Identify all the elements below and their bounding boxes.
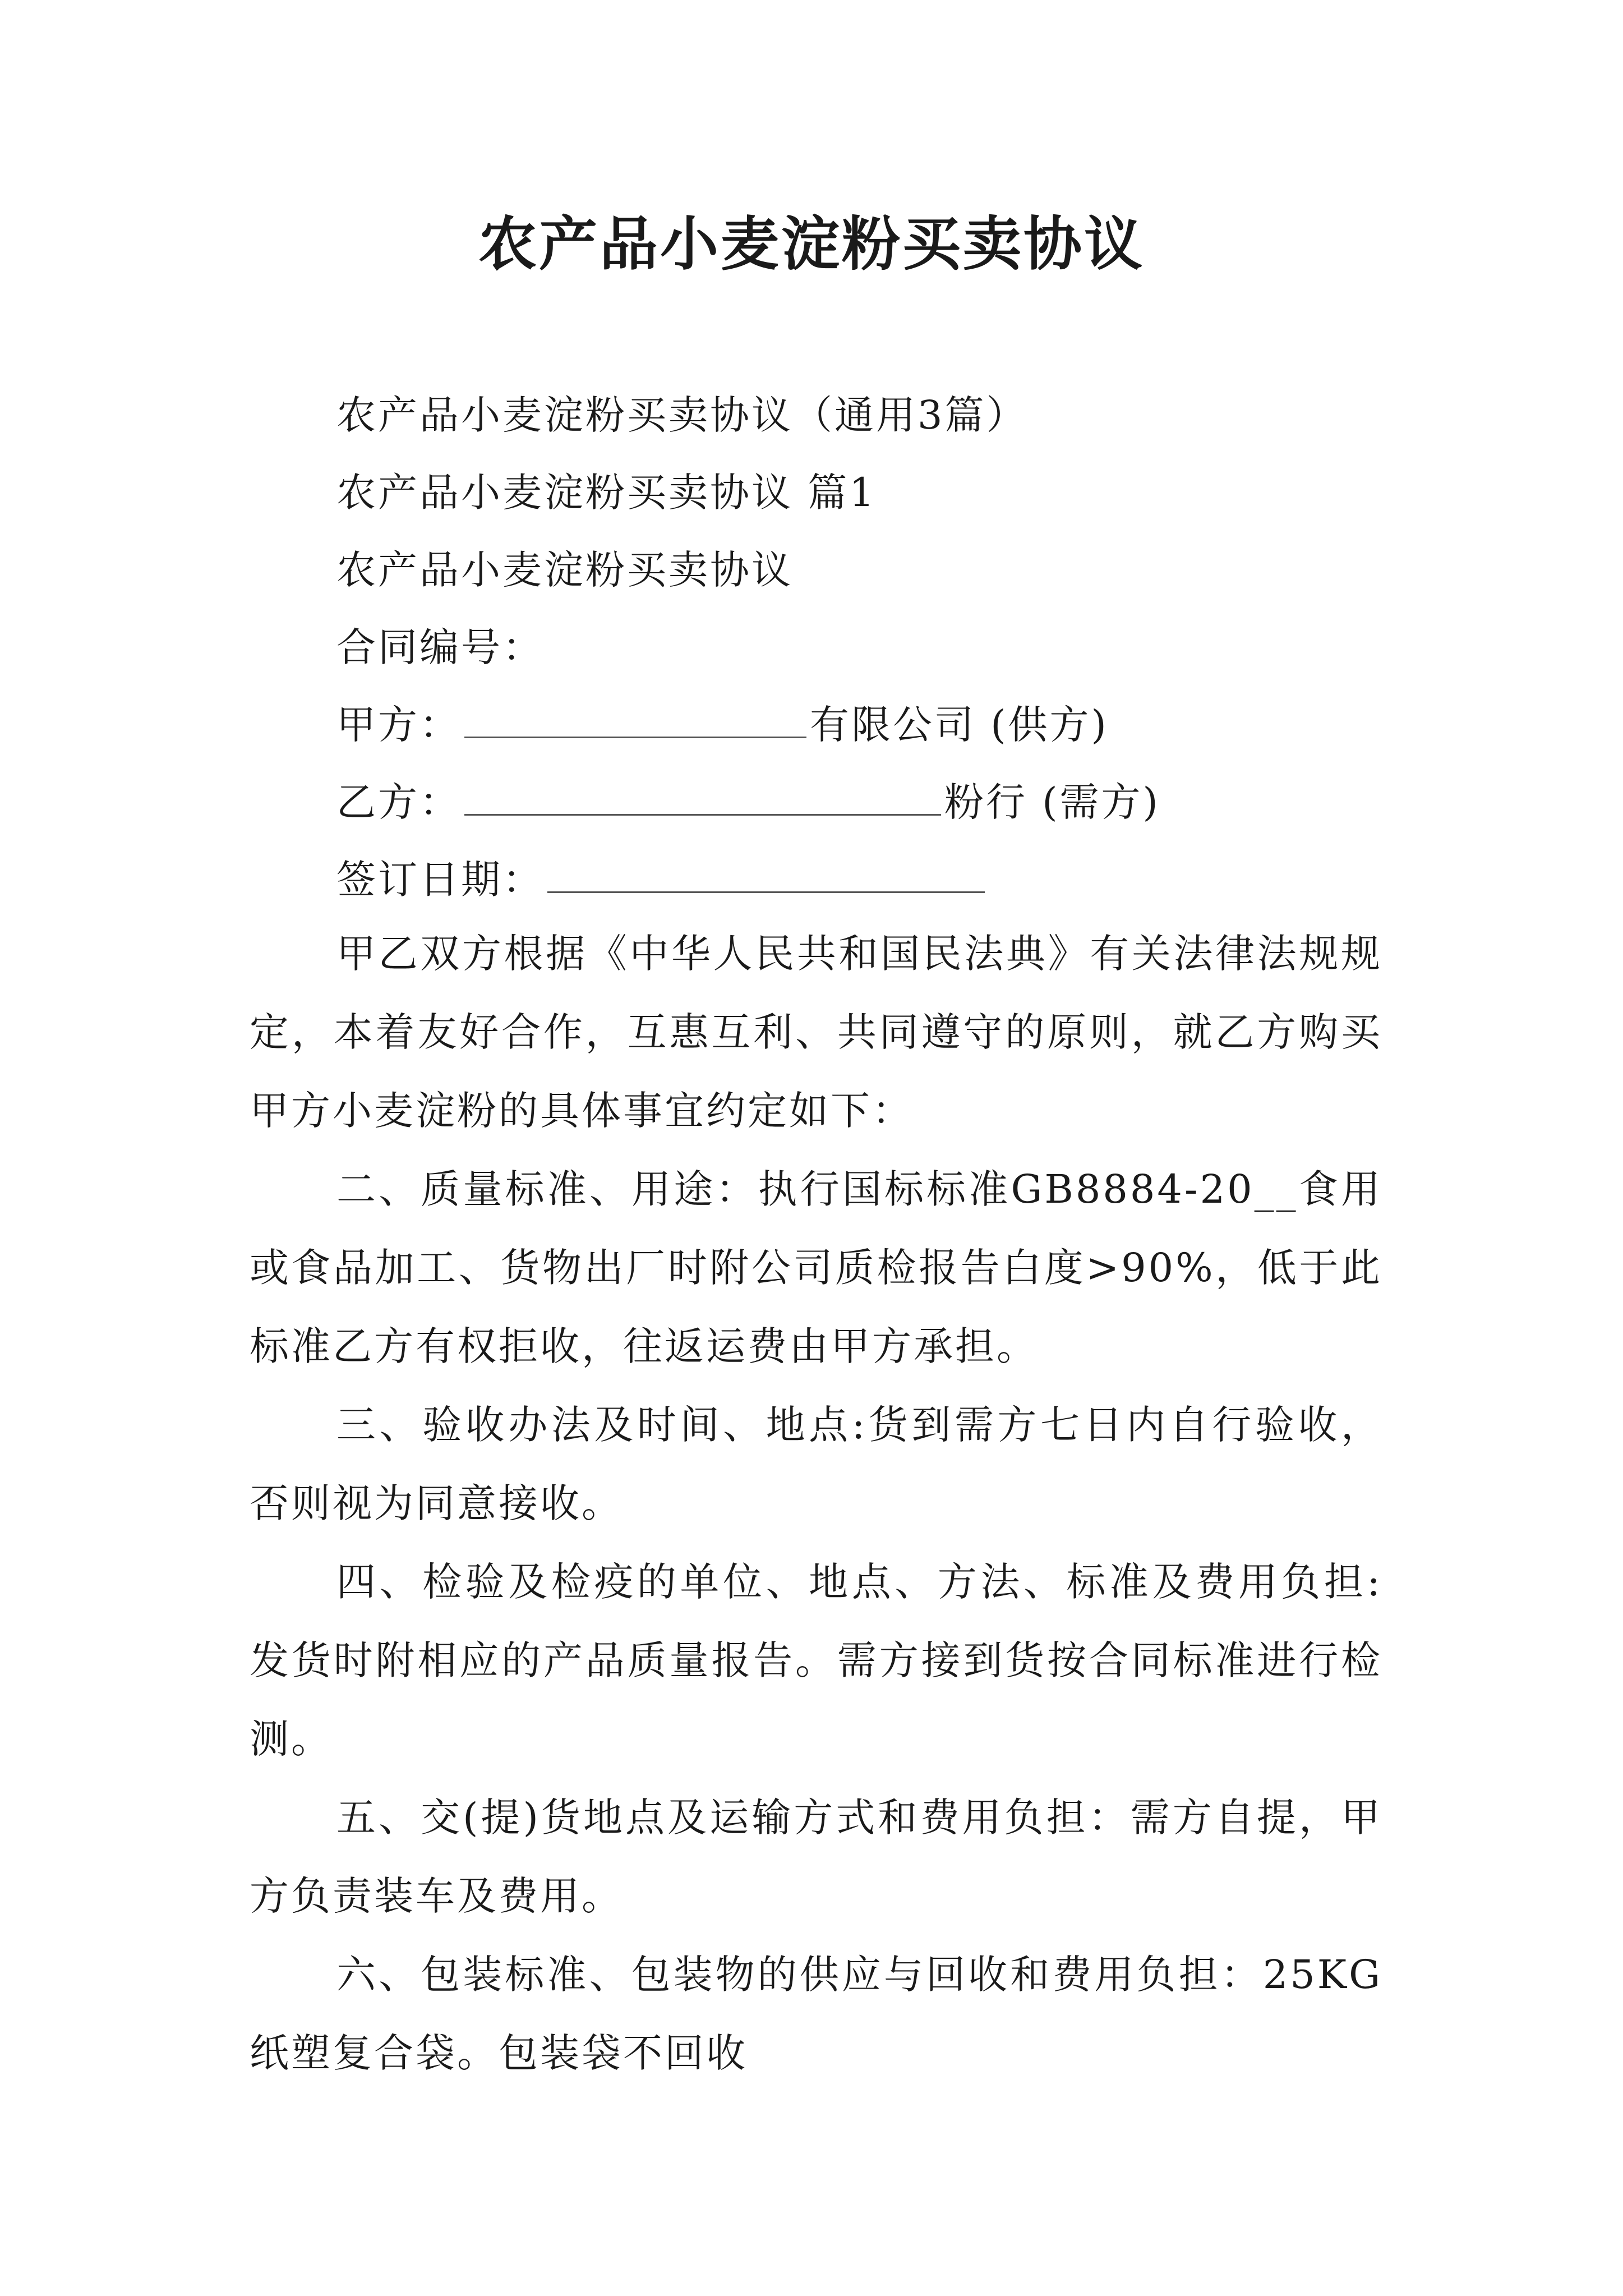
sign-date-label: 签订日期： [336, 857, 544, 903]
intro-paragraph: 甲乙双方根据《中华人民共和国民法典》有关法律法规规定，本着友好合作，互惠互利、共同遵守的原则，就乙方购买甲方小麦淀粉的具体事宜约定如下： [250, 931, 1382, 1134]
document-title: 农产品小麦淀粉买卖协议 [478, 210, 1145, 278]
party-b-label: 乙方： [336, 779, 461, 825]
sign-date-line [336, 852, 988, 908]
party-a-blank [464, 698, 806, 738]
party-b-line [336, 774, 1160, 830]
party-a-suffix: 有限公司 (供方) [810, 702, 1109, 748]
clause-acceptance: 三、验收办法及时间、地点:货到需方七日内自行验收，否则视为同意接收。 [250, 1402, 1382, 1526]
clause-inspection: 四、检验及检疫的单位、地点、方法、标准及费用负担:发货时附相应的产品质量报告。需方接到货按合同标准进行检测。 [250, 1559, 1382, 1762]
agreement-subtitle: 农产品小麦淀粉买卖协议 [336, 547, 793, 593]
party-a-label: 甲方： [336, 702, 461, 748]
party-b-blank [464, 776, 941, 816]
clause-quality: 二、质量标准、用途：执行国标标准GB8884-20__食用或食品加工、货物出厂时附公司质检报告白度>90%，低于此标准乙方有权拒收，往返运费由甲方承担。 [250, 1166, 1382, 1369]
collection-heading: 农产品小麦淀粉买卖协议（通用3篇） [336, 392, 1028, 438]
clause-packaging: 六、包装标准、包装物的供应与回收和费用负担：25KG纸塑复合袋。包装袋不回收 [250, 1952, 1382, 2076]
contract-number-label: 合同编号： [336, 624, 544, 670]
part-heading: 农产品小麦淀粉买卖协议 篇1 [336, 470, 877, 516]
party-a-line [336, 697, 1109, 753]
party-b-suffix: 粉行 (需方) [944, 779, 1160, 825]
clause-delivery: 五、交(提)货地点及运输方式和费用负担：需方自提，甲方负责装车及费用。 [250, 1795, 1382, 1919]
sign-date-blank [547, 853, 985, 893]
